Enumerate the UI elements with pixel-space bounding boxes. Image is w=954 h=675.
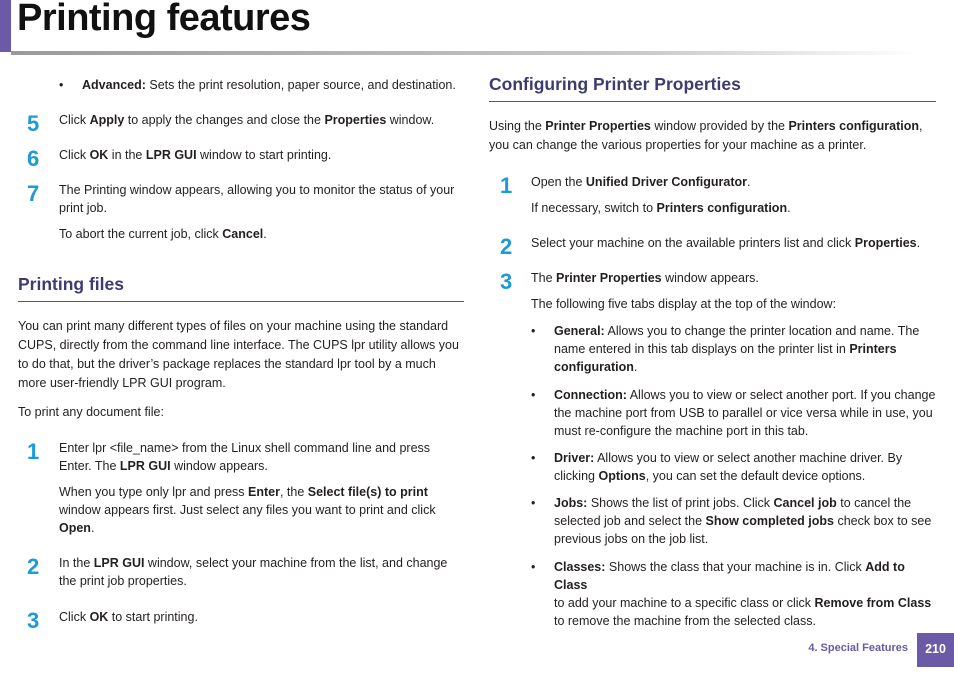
bullet-dot: • bbox=[531, 388, 536, 402]
bullet-text: Sets the print resolution, paper source, and destination. bbox=[145, 78, 456, 92]
step-5-text: Click Apply to apply the changes and close the Properties window. bbox=[59, 113, 435, 127]
bullet-dot: • bbox=[531, 324, 536, 338]
bullet-driver: • Driver: Allows you to view or select another machine driver. By clicking Options, you can set the default device options. bbox=[531, 451, 903, 483]
title-accent-bar bbox=[0, 0, 11, 52]
step-6-text: Click OK in the LPR GUI window to start printing. bbox=[59, 148, 332, 162]
step-number: 7 bbox=[27, 181, 40, 206]
config-step-2-text: Select your machine on the available printers list and click Properties. bbox=[531, 236, 921, 250]
step-number: 1 bbox=[500, 173, 513, 198]
print-step-3-text: Click OK to start printing. bbox=[59, 610, 198, 624]
step-number: 3 bbox=[27, 608, 40, 633]
bullet-dot: • bbox=[531, 496, 536, 510]
bullet-general: • General: Allows you to change the printer location and name. The name entered in this tab displays on the printer list in Printers configuration. bbox=[531, 324, 920, 374]
section-heading-printing-files: Printing files bbox=[18, 274, 124, 294]
page-number-badge: 210 bbox=[917, 633, 954, 667]
bullet-advanced bbox=[59, 76, 479, 94]
step-number: 6 bbox=[27, 146, 40, 171]
bullet-classes: • Classes: Shows the class that your machine is in. Click Add to Class to add your machine to a specific class or click Remove from Class to remove the machine from the selected class. bbox=[531, 560, 932, 628]
bullet-label: Advanced: bbox=[82, 78, 146, 92]
config-step-3-text: The Printer Properties window appears. The following five tabs display at the top of the window: bbox=[531, 271, 837, 311]
section-divider bbox=[489, 101, 936, 102]
footer-chapter-label: 4. Special Features bbox=[808, 642, 908, 654]
step-number: 3 bbox=[500, 269, 513, 294]
bullet-dot: • bbox=[531, 560, 536, 574]
print-step-2-text: In the LPR GUI window, select your machine from the list, and change the print job properties. bbox=[59, 556, 448, 588]
printing-files-intro: To print any document file: bbox=[18, 405, 164, 419]
page-title: Printing features bbox=[17, 0, 311, 39]
step-7-text: The Printing window appears, allowing you to monitor the status of your print job. To abort the current job, click Cancel. bbox=[59, 183, 455, 241]
configuring-intro: Using the Printer Properties window provided by the Printers configuration, you can change the various properties for your machine as a printer. bbox=[489, 119, 923, 152]
step-number: 5 bbox=[27, 111, 40, 136]
section-divider bbox=[18, 301, 464, 302]
printing-files-paragraph: You can print many different types of files on your machine using the standard CUPS, directly from the command line interface. The CUPS lpr utility allows you to do that, but the driver’s package replaces the standard lpr tool by a much more user-friendly LPR GUI program. bbox=[18, 319, 459, 390]
bullet-dot: • bbox=[59, 78, 64, 92]
bullet-jobs: • Jobs: Shows the list of print jobs. Click Cancel job to cancel the selected job and select the Show completed jobs check box to see previous jobs on the job list. bbox=[531, 496, 932, 546]
bullet-connection: • Connection: Allows you to view or select another port. If you change the machine port from USB to parallel or vice versa while in use, you must re-configure the machine port in this tab. bbox=[531, 388, 936, 438]
title-divider bbox=[11, 51, 916, 55]
step-number: 2 bbox=[27, 554, 40, 579]
step-number: 2 bbox=[500, 234, 513, 259]
print-step-1-text: Enter lpr <file_name> from the Linux shell command line and press Enter. The LPR GUI window appears. When you type only lpr and press Enter, the Select file(s) to print window appears first. Just select any files you want to print and click Open. bbox=[59, 441, 436, 535]
section-heading-configuring: Configuring Printer Properties bbox=[489, 74, 741, 94]
bullet-dot: • bbox=[531, 451, 536, 465]
step-number: 1 bbox=[27, 439, 40, 464]
config-step-1-text: Open the Unified Driver Configurator. If necessary, switch to Printers configuration. bbox=[531, 175, 791, 215]
